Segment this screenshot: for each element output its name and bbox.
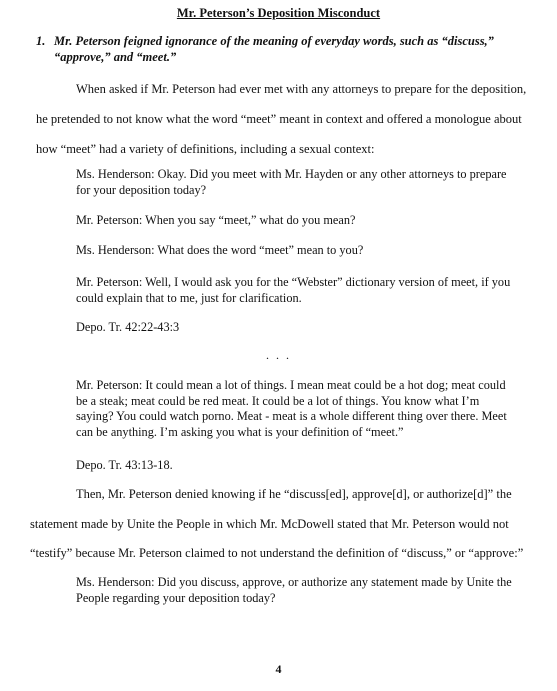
quote-peterson-1: Mr. Peterson: When you say “meet,” what do you mean? — [76, 213, 356, 227]
ellipsis: . . . — [266, 348, 291, 362]
paragraph-1-line-1: When asked if Mr. Peterson had ever met with any attorneys to prepare for the deposition, — [76, 82, 527, 96]
heading-number: 1. — [36, 34, 46, 48]
paragraph-1-line-2: he pretended to not know what the word “meet” meant in context and offered a monologue about — [36, 112, 522, 126]
paragraph-2-line-3: “testify” because Mr. Peterson claimed to not understand the definition of “discuss,” or “approve:” — [30, 546, 524, 560]
quote-peterson-2: Mr. Peterson: Well, I would ask you for the “Webster” dictionary version of meet, if you could explain that to me, just for clarification. — [76, 275, 511, 305]
quote-henderson-3: Ms. Henderson: Did you discuss, approve, or authorize any statement made by Unite the People regarding your deposition today? — [76, 575, 512, 605]
paragraph-1-line-3: how “meet” had a variety of definitions, including a sexual context: — [36, 142, 375, 156]
paragraph-2-line-1: Then, Mr. Peterson denied knowing if he “discuss[ed], approve[d], or authorize[d]” the — [76, 487, 512, 501]
quote-peterson-3: Mr. Peterson: It could mean a lot of things. I mean meat could be a hot dog; meat could be a steak; meat could be red meat. It could be a lot of things. You know what I’m saying? You could watch porno. Meat - meat is a whole different thing over there. Meet can be anything. I’m asking you what is your definition of “meet.” — [76, 378, 507, 439]
page-number: 4 — [275, 662, 282, 676]
heading-line-2: “approve,” and “meet.” — [54, 50, 177, 64]
section-heading — [36, 33, 536, 65]
citation-1: Depo. Tr. 42:22-43:3 — [76, 320, 180, 334]
quote-henderson-2: Ms. Henderson: What does the word “meet” mean to you? — [76, 243, 364, 257]
page-title: Mr. Peterson’s Deposition Misconduct — [176, 6, 381, 20]
citation-2: Depo. Tr. 43:13-18. — [76, 458, 173, 472]
quote-henderson-1: Ms. Henderson: Okay. Did you meet with Mr. Hayden or any other attorneys to prepare for your deposition today? — [76, 167, 507, 197]
paragraph-2-line-2: statement made by Unite the People in which Mr. McDowell stated that Mr. Peterson would not — [30, 517, 509, 531]
heading-line-1: Mr. Peterson feigned ignorance of the meaning of everyday words, such as “discuss,” — [54, 34, 494, 48]
